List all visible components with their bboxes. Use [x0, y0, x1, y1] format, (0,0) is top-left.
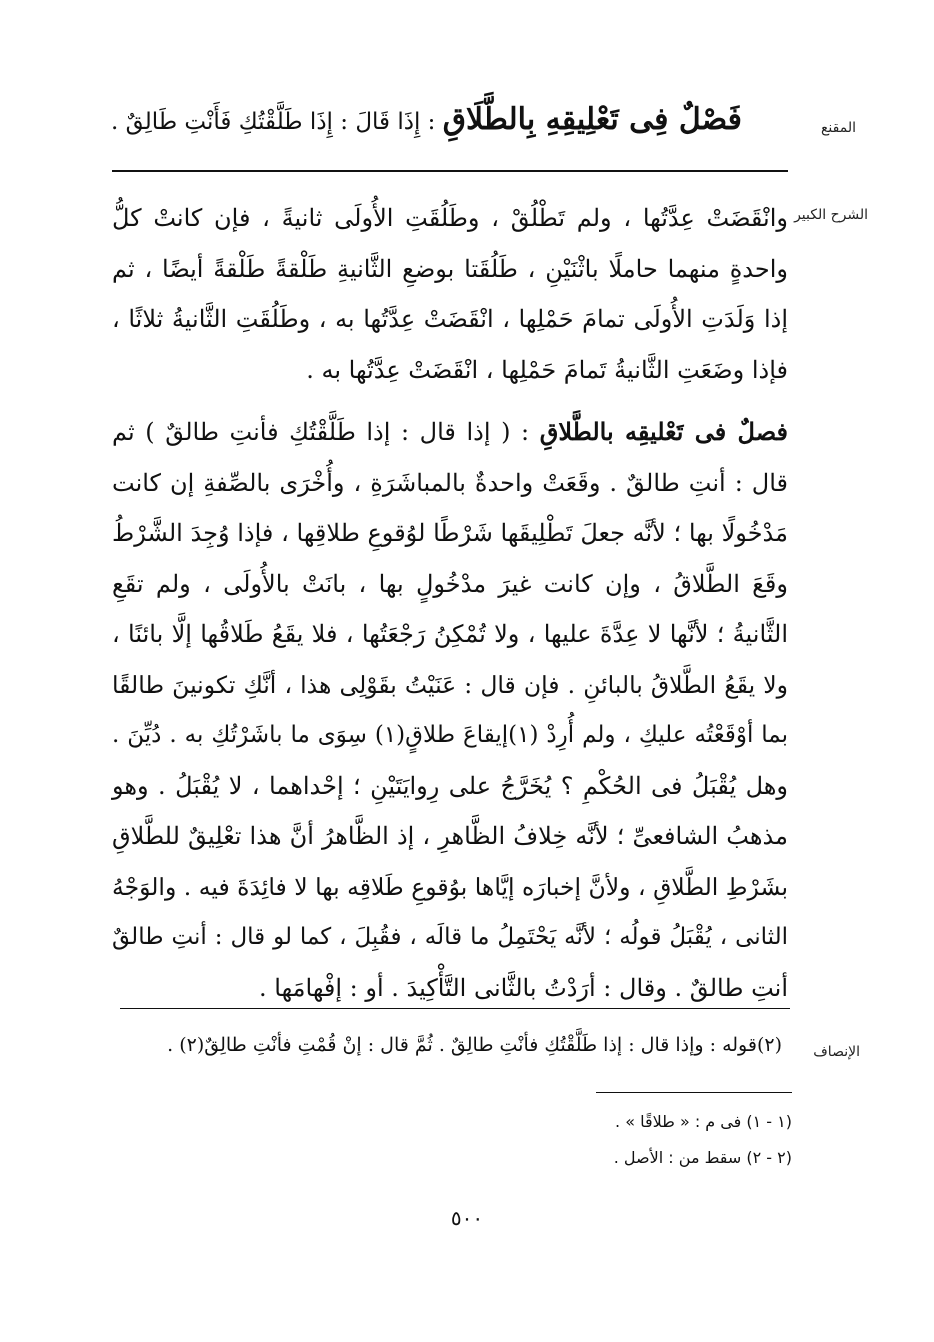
- text-line: بما أوْقَعْتُه عليكِ ، ولم أُرِدْ (١)إيقاعَ طلاقٍ(١) سِوَى ما باشَرْتُكِ به . دُيِّنَ .: [112, 722, 788, 748]
- muqni-body: : إِذَا قَالَ : إِذَا طَلَّقْتُكِ فَأَنْتِ طَالِقٌ .: [111, 109, 443, 135]
- sharh-margin-label: الشرح الكبير: [794, 207, 868, 223]
- text-line: [112, 407, 788, 458]
- text-line: إذا وَلَدَتِ الأُولَى تمامَ حَمْلِها ، انْقَضَتْ عِدَّتُها به ، وطَلُقَتِ الثَّانيةُ ثلاثًا ،: [112, 305, 788, 333]
- text-line: وانْقَضَتْ عِدَّتُها ، ولم تَطْلُقْ ، وطَلُقَتِ الأُولَى ثانيةً ، فإن كانتْ كلُّ: [112, 204, 788, 232]
- text-line: بشَرْطِ الطَّلاقِ ، ولأنَّ إخبارَه إيَّاها بوُقوعِ طَلاقِه بها لا فائِدَةَ فيه . والوَجْهُ: [112, 872, 788, 901]
- muqni-heading: فَصْلٌ فِى تَعْلِيقِهِ بِالطَّلَاقِ: [442, 102, 742, 137]
- insaf-text: (٢)قوله : وإذا قال : إذا طَلَّقْتُكِ فأنْتِ طالِقٌ . ثُمَّ قال : إنْ قُمْتِ فأنْتِ طالِقٌ(٢) .: [167, 1034, 782, 1056]
- text-line: الثَّانيةُ ؛ لأنَّها لا عِدَّةَ عليها ، ولا تُمْكِنُ رَجْعَتُها ، فلا يقَعُ طَلاقُها إلَّا بائنًا ،: [112, 620, 788, 648]
- sharh-paragraph-1: [112, 193, 788, 395]
- text-line: فإذا وضَعَتِ الثَّانيةُ تَمامَ حَمْلِها ، انْقَضَتْ عِدَّتُها به .: [306, 355, 788, 384]
- footnote-rule: [596, 1092, 792, 1093]
- sharh-paragraph-2: [112, 407, 788, 1013]
- top-rule: [112, 170, 788, 172]
- heading-line-rest: : ( إذا قال : إذا طَلَّقْتُكِ فأنتِ طالقٌ ) ثم: [112, 418, 540, 446]
- text-line: وهل يُقْبَلُ فى الحُكْمِ ؟ يُخَرَّجُ على رِوايَتَيْنِ ؛ إحْداهما ، لا يُقْبَلُ . وهو: [112, 771, 788, 800]
- text-line: مذهبُ الشافعىِّ ؛ لأنَّه خِلافُ الظَّاهرِ ، إذ الظَّاهرُ أنَّ هذا تعْلِيقٌ للطَّلاقِ: [112, 822, 788, 850]
- section-heading: فصلٌ فى تَعْليقِه بالطَّلاقِ: [539, 417, 789, 446]
- text-line: ولا يقَعُ الطَّلاقُ بالبائنِ . فإن قال : عَنَيْتُ بقَوْلِى هذا ، أنَّكِ تكونينَ طالقًا: [112, 670, 788, 699]
- text-line: واحدةٍ منهما حاملًا باثْنَيْنِ ، طَلُقَتا بوضعِ الثَّانيةِ طَلْقةً طَلْقةً أيضًا ، ثم: [112, 254, 788, 283]
- text-line: أنتِ طالقٌ . وقال : أرَدْتُ بالثَّانى التَّأْكِيدَ . أو : إفْهامَها .: [259, 973, 788, 1002]
- muqni-text: [112, 102, 742, 137]
- text-line: قال : أنتِ طالقٌ . وقَعَتْ واحدةٌ بالمباشَرَةِ ، وأُخْرَى بالصِّفةِ إن كانت: [112, 468, 788, 497]
- footnote-2: (٢ - ٢) سقط من : الأصل .: [613, 1148, 792, 1167]
- text-line: الثانى ، يُقْبَلُ قولُه ؛ لأنَّه يَحْتَمِلُ ما قالَه ، فقُبِلَ ، كما لو قال : أنتِ طالقٌ: [112, 924, 788, 950]
- middle-rule: [120, 1008, 790, 1009]
- text-line: وقَعَ الطَّلاقُ ، وإن كانت غيرَ مدْخُولٍ بها ، بانَتْ بالأُولَى ، ولم تقَعِ: [112, 569, 788, 598]
- insaf-margin-label: الإنصاف: [813, 1044, 860, 1060]
- sharh-text: [112, 193, 788, 1013]
- footnote-1: (١ - ١) فى م : « طلاقًا » .: [615, 1112, 792, 1131]
- text-line: مَدْخُولًا بها ؛ لأنَّه جعلَ تَطْلِيقَها شَرْطًا لوُقوعِ طلاقِها ، فإذا وُجِدَ الشَّرْطُ: [112, 519, 788, 547]
- muqni-margin-label: المقنع: [820, 120, 856, 136]
- page-number: ٥٠٠: [450, 1206, 484, 1230]
